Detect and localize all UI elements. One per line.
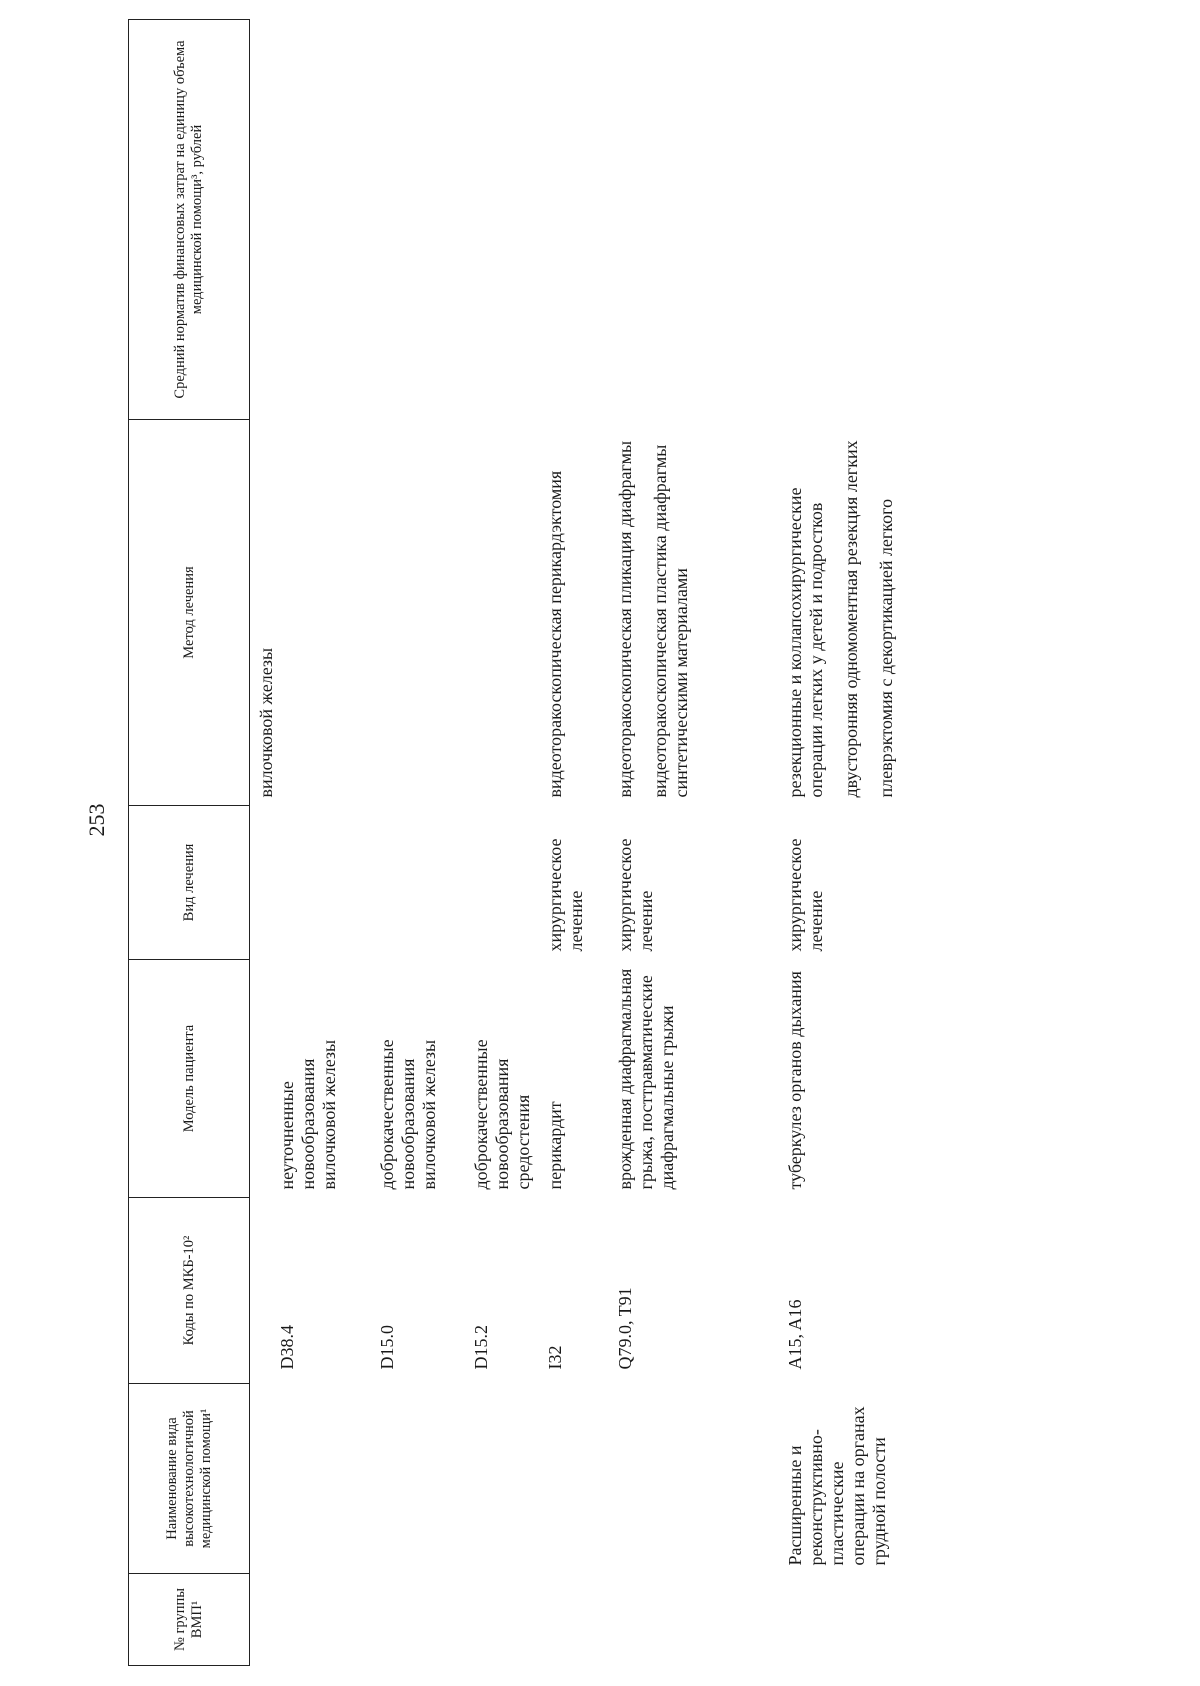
cell-vmp-name: [277, 1384, 377, 1574]
table-row: [785, 20, 897, 1666]
cell-avg-cost: [250, 20, 278, 420]
cell-patient-model: перикардит: [545, 1101, 565, 1190]
header-group-no: № группы ВМП¹: [129, 1574, 250, 1666]
method-text: плеврэктомия с декортикацией легкого: [876, 498, 896, 798]
cell-avg-cost: [615, 20, 785, 420]
cell-group-no: [471, 1574, 545, 1666]
cell-group-no: [377, 1574, 471, 1666]
cell-treatment-type: [277, 806, 377, 960]
method-text: двусторонняя одномоментная резекция легких: [841, 440, 861, 798]
cell-icd-code: I32: [545, 1345, 565, 1370]
cell-group-no: [545, 1574, 615, 1666]
cell-treatment-type: [377, 806, 471, 960]
cell-treatment-method: [615, 420, 785, 806]
cell-treatment-type: хирургическое лечение: [615, 838, 656, 952]
cell-vmp-name: [615, 1384, 785, 1574]
method-text: резекционные и коллапсохирургические операции легких у детей и подростков: [785, 487, 826, 798]
cell-avg-cost: [545, 20, 615, 420]
cell-avg-cost: [277, 20, 377, 420]
header-treatment-type: Вид лечения: [129, 806, 250, 960]
cell-treatment-method: [471, 420, 545, 806]
cell-icd-code: D15.0: [377, 1325, 397, 1370]
cell-treatment-method: [785, 420, 897, 806]
cell-icd-code: D38.4: [277, 1325, 297, 1370]
cell-treatment-type: [250, 806, 278, 960]
header-icd-codes: Коды по МКБ-10²: [129, 1198, 250, 1384]
cell-treatment-method: [277, 420, 377, 806]
method-text: видеоторакоскопическая пластика диафрагмы синтетическими материалами: [650, 444, 691, 798]
table-row: [250, 20, 278, 1666]
method-text: вилочковой железы: [256, 647, 276, 798]
header-patient-model: Модель пациента: [129, 960, 250, 1198]
cell-avg-cost: [785, 20, 897, 420]
vmp-table: [128, 19, 897, 1666]
header-treatment-method: Метод лечения: [129, 420, 250, 806]
method-text: видеоторакоскопическая пликация диафрагмы: [615, 440, 635, 798]
cell-vmp-name: [250, 1384, 278, 1574]
cell-patient-model: туберкулез органов дыхания: [785, 971, 805, 1190]
table-row: [615, 20, 785, 1666]
cell-group-no: [277, 1574, 377, 1666]
cell-icd-code: [250, 1198, 278, 1384]
cell-icd-code: Q79.0, T91: [615, 1287, 635, 1370]
table-header-row: [129, 20, 250, 1666]
cell-avg-cost: [471, 20, 545, 420]
page-number: 253: [84, 803, 109, 837]
cell-treatment-type: хирургическое лечение: [785, 838, 826, 952]
cell-treatment-type: [471, 806, 545, 960]
cell-treatment-method: [250, 420, 278, 806]
cell-vmp-name: [377, 1384, 471, 1574]
cell-treatment-type: хирургическое лечение: [545, 838, 586, 952]
method-text: видеоторакоскопическая перикардэктомия: [545, 470, 565, 798]
cell-treatment-method: [377, 420, 471, 806]
cell-group-no: [250, 1574, 278, 1666]
cell-patient-model: неуточненные новообразования вилочковой железы: [277, 1039, 339, 1190]
cell-group-no: [785, 1574, 897, 1666]
cell-patient-model: [250, 960, 278, 1198]
header-avg-cost: Средний норматив финансовых затрат на единицу объема медицинской помощи³, рублей: [129, 20, 250, 420]
cell-treatment-method: [545, 420, 615, 806]
cell-vmp-name: Расширенные и реконструктивно-пластические операции на органах грудной полости: [785, 1406, 889, 1566]
table-row: [471, 20, 545, 1666]
cell-vmp-name: [545, 1384, 615, 1574]
cell-patient-model: доброкачественные новообразования вилочковой железы: [377, 1039, 439, 1190]
cell-patient-model: врожденная диафрагмальная грыжа, посттравматические диафрагмальные грыжи: [615, 968, 677, 1190]
table-row: [545, 20, 615, 1666]
cell-icd-code: D15.2: [471, 1325, 491, 1370]
cell-icd-code: A15, A16: [785, 1299, 805, 1370]
cell-group-no: [615, 1574, 785, 1666]
header-vmp-name: Наименование вида высокотехнологичной медицинской помощи¹: [129, 1384, 250, 1574]
cell-patient-model: доброкачественные новообразования средостения: [471, 1039, 533, 1190]
cell-avg-cost: [377, 20, 471, 420]
cell-vmp-name: [471, 1384, 545, 1574]
table-row: [377, 20, 471, 1666]
table-row: [277, 20, 377, 1666]
